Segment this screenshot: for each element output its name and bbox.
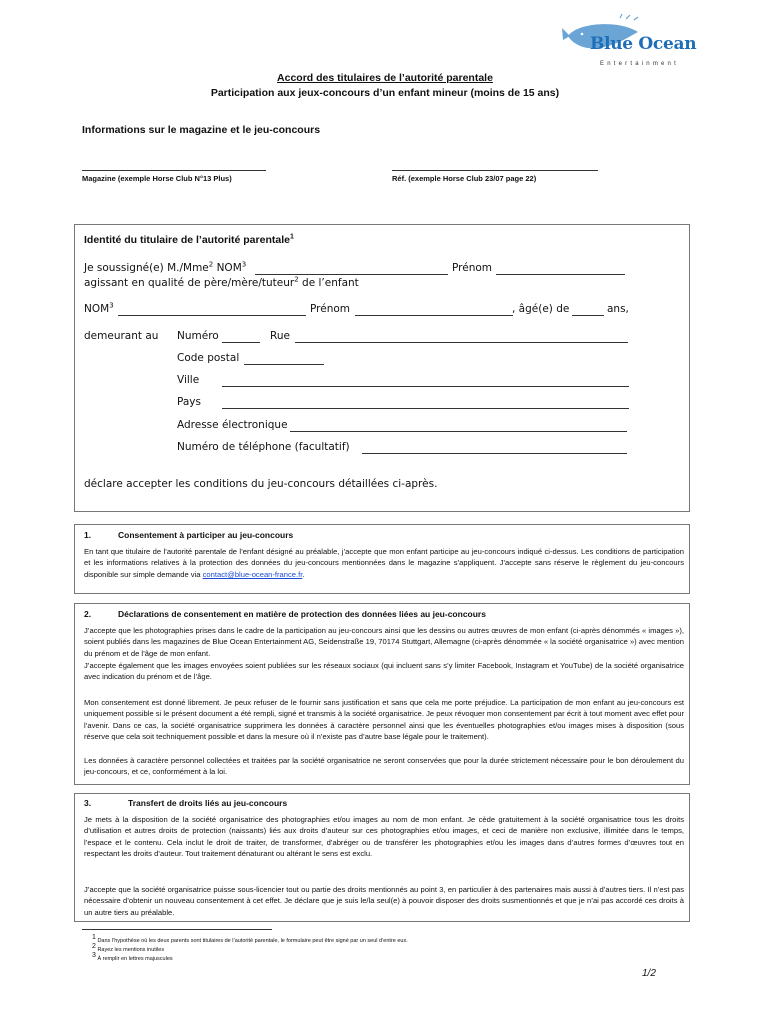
footnote-1-text: Dans l’hypothèse où les deux parents sont titulaires de l’autorité parentale, le formulaire peut être signé par un seul d’entre eux. — [97, 938, 408, 944]
footnote-1 — [92, 934, 408, 945]
identity-heading-text: Identité du titulaire de l’autorité parentale — [84, 234, 290, 246]
guardian-role-suffix: de l’enfant — [302, 277, 359, 289]
address-label: demeurant au — [84, 330, 159, 342]
child-age-label: , âgé(e) de — [512, 303, 570, 315]
section-2-paragraph-1: J’accepte que les photographies prises dans le cadre de la participation au jeu-concours ainsi que les dessins ou autres œuvres de mon enfant (ci-après dénommés « images »), soient publiés dans les magazines de Blue Ocean Entertainment AG, Seidenstraße 19, 70174 Stuttgart, Allemagne (ci-après dénommée « la société organisatrice ») avec mention du prénom et de l’âge de mon enfant. — [84, 626, 684, 658]
child-nom-field[interactable] — [118, 315, 306, 316]
child-prenom-field[interactable] — [355, 315, 513, 316]
footnote-3-marker: 3 — [92, 952, 96, 960]
section-2-number: 2. — [84, 609, 92, 619]
rue-field[interactable] — [295, 342, 628, 343]
pays-label: Pays — [177, 396, 201, 408]
brand-logo — [560, 14, 697, 72]
footnote-ref-2: 2 — [208, 260, 214, 269]
section-1-end: . — [302, 569, 305, 579]
email-field[interactable] — [290, 431, 627, 432]
code-postal-field[interactable] — [244, 364, 324, 365]
guardian-role-line — [84, 277, 359, 289]
email-label: Adresse électronique — [177, 419, 288, 431]
magazine-field[interactable] — [82, 170, 266, 171]
child-age-unit: ans, — [607, 303, 629, 315]
document-title: Accord des titulaires de l’autorité parentale — [277, 72, 493, 84]
rue-label: Rue — [270, 330, 290, 342]
section-3-paragraph-2: J’accepte que la société organisatrice puisse sous-licencier tout ou partie des droits mentionnés au point 3, en particulier à des partenaires mais aussi à d’autres tiers. Il n’est pas nécessaire d’obtenir un nouveau consentement à cet effet. Je déclare que je suis le/la seul(e) à pouvoir disposer des droits susmentionnés et que je n’ai pas accordé ces droits à un autre tiers au préalable. — [84, 885, 684, 917]
footnote-ref-3: 3 — [241, 260, 247, 269]
footnote-ref-2b: 2 — [294, 275, 299, 284]
section-3-number: 3. — [84, 798, 92, 808]
footnote-2-marker: 2 — [92, 943, 96, 951]
guardian-prenom-label: Prénom — [452, 262, 493, 274]
section-1-title: Consentement à participer au jeu-concours — [118, 530, 294, 540]
reference-field[interactable] — [392, 170, 598, 171]
footnote-3-text: À remplir en lettres majuscules — [97, 956, 173, 962]
logo-subtitle: Entertainment — [600, 61, 679, 67]
footnote-ref-1: 1 — [289, 233, 294, 241]
footnote-3 — [92, 952, 173, 963]
child-nom-line — [84, 303, 114, 315]
identity-heading — [84, 234, 294, 246]
numero-field[interactable] — [222, 342, 260, 343]
guardian-title-label: Je soussigné(e) M./Mme — [84, 262, 209, 274]
numero-label: Numéro — [177, 330, 219, 342]
section-3-title: Transfert de droits liés au jeu-concours — [128, 798, 288, 808]
code-postal-label: Code postal — [177, 352, 240, 364]
child-age-field[interactable] — [572, 315, 604, 316]
guardian-nom-field[interactable] — [255, 274, 448, 275]
section-2-paragraph-3: Mon consentement est donné librement. Je peux refuser de le fournir sans justification et sans que cela me porte préjudice. La participation de mon enfant au jeu-concours est uniquement possible si le présent document a été rempli, signé et transmis à la société organisatrice. Je peux révoquer mon consentement par écrit à tout moment avec effet pour l’avenir. Dans ce cas, la société organisatrice supprimera les données à caractère personnel ainsi que les éventuelles photographies et/ou images mises à disposition (sous réserve que cela soit techniquement possible et dans la mesure où il n’existe pas d’autre base légale pour le traitement). — [84, 698, 684, 742]
pays-field[interactable] — [222, 408, 629, 409]
page-number: 1/2 — [642, 968, 656, 979]
contact-email-link[interactable]: contact@blue-ocean-france.fr — [202, 569, 303, 579]
declaration-text: déclare accepter les conditions du jeu-concours détaillées ci-après. — [84, 478, 438, 490]
section-1-text — [84, 546, 684, 580]
ville-field[interactable] — [222, 386, 629, 387]
guardian-prenom-field[interactable] — [496, 274, 625, 275]
magazine-label: Magazine (exemple Horse Club N°13 Plus) — [82, 174, 232, 183]
section-2-paragraph-4: Les données à caractère personnel collectées et traitées par la société organisatrice ne seront conservées que pour la durée strictement nécessaire pour le bon déroulement du jeu-concours, et ce, conformément à la loi. — [84, 756, 684, 777]
child-prenom-label: Prénom — [310, 303, 351, 315]
phone-label: Numéro de téléphone (facultatif) — [177, 441, 350, 453]
guardian-nom-label: NOM — [216, 262, 242, 274]
section-2-title: Déclarations de consentement en matière de protection des données liées au jeu-concours — [118, 609, 486, 619]
phone-field[interactable] — [362, 453, 627, 454]
footnote-1-marker: 1 — [92, 934, 96, 942]
ville-label: Ville — [177, 374, 200, 386]
guardian-line-label — [84, 262, 246, 274]
reference-label: Réf. (exemple Horse Club 23/07 page 22) — [392, 174, 537, 183]
footnote-2 — [92, 943, 165, 954]
footnote-ref-3b: 3 — [109, 301, 114, 310]
guardian-role-label: agissant en qualité de père/mère/tuteur — [84, 277, 295, 289]
section-3-paragraph-1: Je mets à la disposition de la société organisatrice des photographies et/ou images au nom de mon enfant. Je cède gratuitement à la société organisatrice tous les droits d’utilisation et autres droits de protection (naissants) liés aux droits d’auteur sur ces photographies et/ou images, et ceci de manière non exclusive, illimitée dans le temps, l’espace et le contenu. Cela inclut le droit de traiter, de transformer, d’abréger ou de transférer les photographies et/ou les images dans d’autres formes d’œuvres tout en respectant les droits d’auteur. Tout traitement dénaturant ou altérant le sens est exclu. — [84, 815, 684, 859]
footnote-2-text: Rayez les mentions inutiles — [97, 947, 165, 953]
document-subtitle: Participation aux jeux-concours d’un enfant mineur (moins de 15 ans) — [210, 87, 560, 99]
section-1-number: 1. — [84, 530, 92, 540]
section-1-body: En tant que titulaire de l’autorité parentale de l’enfant désigné au préalable, j’accepte que mon enfant participe au jeu-concours indiqué ci-dessus. Les conditions de participation et les informations relatives à la protection des données du jeu-concours mentionnées dans le magazine s’appliquent. J’accepte sans réserve le règlement du jeu-concours disponible sur simple demande via — [84, 547, 684, 579]
info-heading: Informations sur le magazine et le jeu-concours — [82, 124, 321, 136]
logo-brand-text: Blue Ocean — [590, 34, 697, 54]
section-2-paragraph-2: J’accepte également que les images envoyées soient publiées sur les réseaux sociaux (qui incluent sans s’y limiter Facebook, Instagram et YouTube) de la société organisatrice avec indication du prénom et de l’âge. — [84, 661, 684, 682]
child-nom-label: NOM — [84, 303, 110, 315]
footnote-separator — [82, 929, 272, 930]
